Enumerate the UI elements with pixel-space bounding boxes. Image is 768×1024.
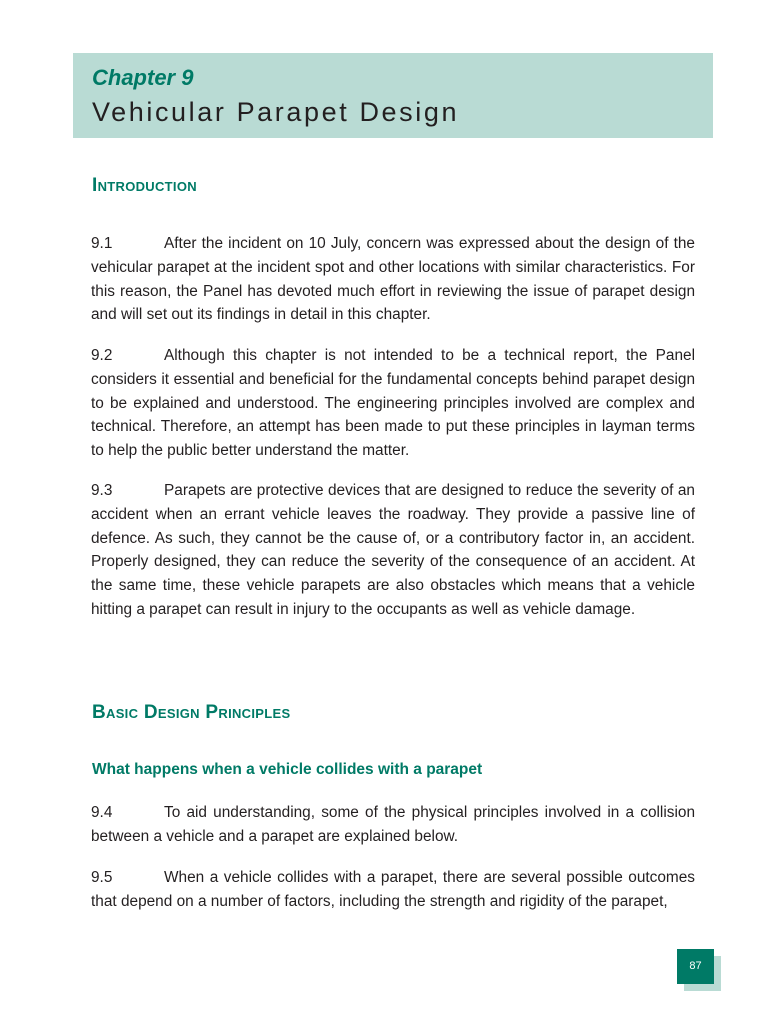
paragraph-9-3	[91, 479, 695, 622]
section-heading-introduction: Introduction	[92, 175, 197, 196]
paragraph-number: 9.2	[91, 347, 113, 364]
paragraph-number: 9.1	[91, 235, 113, 252]
paragraph-number: 9.3	[91, 482, 113, 499]
chapter-banner	[73, 53, 713, 138]
page-number: 87	[677, 949, 714, 984]
paragraph-9-4	[91, 801, 695, 849]
chapter-label: Chapter 9	[92, 65, 194, 90]
paragraph-text: To aid understanding, some of the physical principles involved in a collision between a vehicle and a parapet are explained below.	[91, 804, 695, 845]
section-heading-basic-design: Basic Design Principles	[92, 702, 291, 723]
paragraph-text: After the incident on 10 July, concern was expressed about the design of the vehicular parapet at the incident spot and other locations with similar characteristics. For this reason, the Panel has devoted much effort in reviewing the issue of parapet design and will set out its findings in detail in this chapter.	[91, 235, 695, 324]
paragraph-text: Parapets are protective devices that are designed to reduce the severity of an accident when an errant vehicle leaves the roadway. They provide a passive line of defence. As such, they cannot be the cause of, or a contributory factor in, an accident. Properly designed, they can reduce the severity of the consequence of an accident. At the same time, these vehicle parapets are also obstacles which means that a vehicle hitting a parapet can result in injury to the occupants as well as vehicle damage.	[91, 482, 695, 618]
paragraph-text: When a vehicle collides with a parapet, there are several possible outcomes that depend on a number of factors, including the strength and rigidity of the parapet,	[91, 869, 695, 910]
paragraph-9-5	[91, 866, 695, 914]
paragraph-text: Although this chapter is not intended to be a technical report, the Panel considers it essential and beneficial for the fundamental concepts behind parapet design to be explained and understood. The engineering principles involved are complex and technical. Therefore, an attempt has been made to put these principles in layman terms to help the public better understand the matter.	[91, 347, 695, 460]
subheading-collision: What happens when a vehicle collides with a parapet	[92, 761, 483, 778]
paragraph-number: 9.4	[91, 804, 113, 821]
paragraph-number: 9.5	[91, 869, 113, 886]
paragraph-9-2	[91, 344, 695, 463]
paragraph-9-1	[91, 232, 695, 327]
chapter-title: Vehicular Parapet Design	[92, 97, 460, 127]
